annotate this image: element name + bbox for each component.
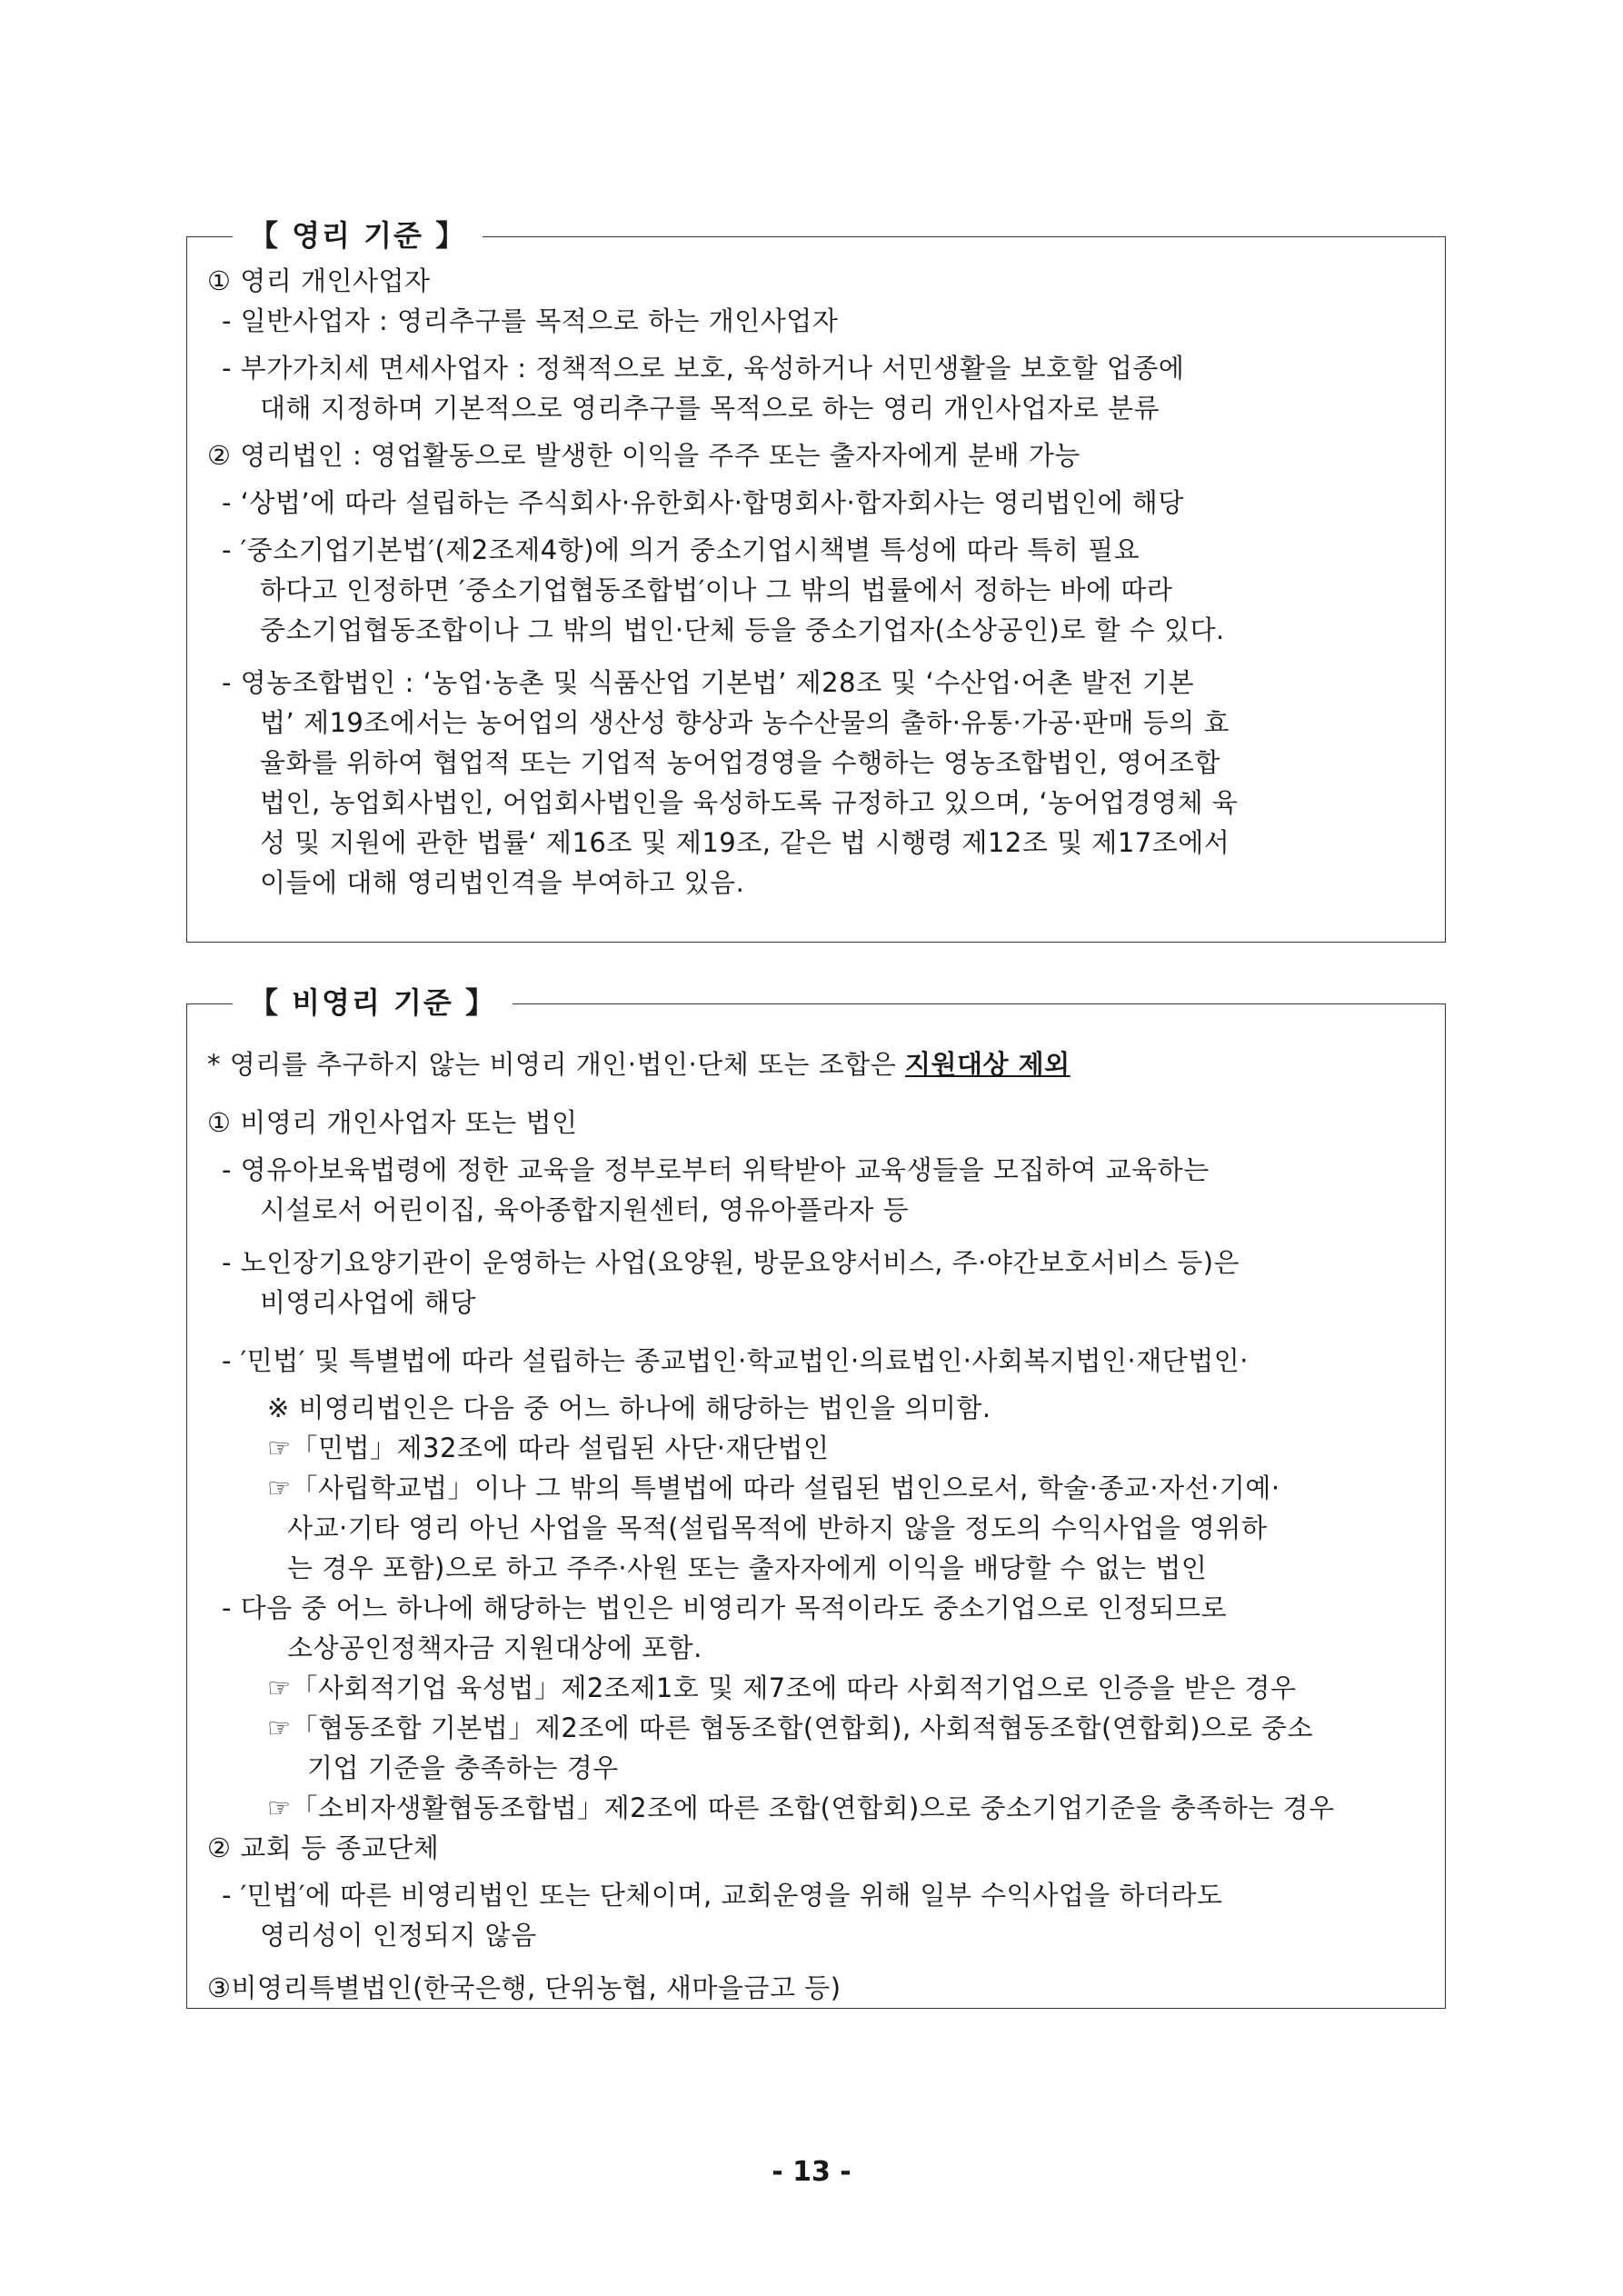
text-line: 영리성이 인정되지 않음 bbox=[260, 1920, 537, 1951]
text-line: ① 영리 개인사업자 bbox=[207, 265, 431, 296]
text-line: ☞「사립학교법」이나 그 밖의 특별법에 따라 설립된 법인으로서, 학술·종교·자선·기예· bbox=[267, 1472, 1280, 1503]
text-line: - 다음 중 어느 하나에 해당하는 법인은 비영리가 목적이라도 중소기업으로 인정되므로 bbox=[222, 1592, 1228, 1623]
text-line: ② 교회 등 종교단체 bbox=[207, 1832, 440, 1863]
text-line: ③비영리특별법인(한국은행, 단위농협, 새마을금고 등) bbox=[207, 1972, 841, 2003]
text-line: 이들에 대해 영리법인격을 부여하고 있음. bbox=[260, 867, 745, 898]
profit-criteria-box bbox=[186, 218, 1446, 943]
page-number: - 13 - bbox=[772, 2156, 851, 2188]
nonprofit-criteria-box bbox=[186, 985, 1446, 2009]
exclusion-note bbox=[207, 1044, 1425, 1084]
text-line: ☞「민법」제32조에 따라 설립된 사단·재단법인 bbox=[267, 1433, 830, 1463]
text-line: 시설로서 어린이집, 육아종합지원센터, 영유아플라자 등 bbox=[260, 1194, 910, 1225]
nonprofit-criteria-title: 【 비영리 기준 】 bbox=[233, 977, 513, 1028]
text-line: - 일반사업자 : 영리추구를 목적으로 하는 개인사업자 bbox=[222, 305, 839, 336]
text-line: ☞「사회적기업 육성법」제2조제1호 및 제7조에 따라 사회적기업으로 인증을 받은 경우 bbox=[267, 1672, 1297, 1703]
profit-criteria-title: 【 영리 기준 】 bbox=[233, 210, 483, 261]
text-line: - ‘상법’에 따라 설립하는 주식회사·유한회사·합명회사·합자회사는 영리법인에 해당 bbox=[222, 487, 1184, 518]
text-line: 성 및 지원에 관한 법률‘ 제16조 및 제19조, 같은 법 시행령 제12조 및 제17조에서 bbox=[260, 827, 1230, 858]
text-line: - ′민법′에 따른 비영리법인 또는 단체이며, 교회운영을 위해 일부 수익사업을 하더라도 bbox=[222, 1880, 1223, 1911]
text-line: 소상공인정책자금 지원대상에 포함. bbox=[287, 1632, 702, 1663]
text-line: 율화를 위하여 협업적 또는 기업적 농어업경영을 수행하는 영농조합법인, 영어조합 bbox=[260, 747, 1220, 778]
text-line: - ′민법′ 및 특별법에 따라 설립하는 종교법인·학교법인·의료법인·사회복지법인·재단법인· bbox=[222, 1345, 1250, 1376]
text-line: ② 영리법인 : 영업활동으로 발생한 이익을 주주 또는 출자자에게 분배 가능 bbox=[207, 440, 1080, 471]
text-line: 비영리사업에 해당 bbox=[260, 1287, 476, 1318]
text-line: - 부가가치세 면세사업자 : 정책적으로 보호, 육성하거나 서민생활을 보호할 업종에 bbox=[222, 353, 1185, 384]
text-line: - 영농조합법인 : ‘농업·농촌 및 식품산업 기본법’ 제28조 및 ‘수산업·어촌 발전 기본 bbox=[222, 667, 1195, 698]
text-line: 는 경우 포함)으로 하고 주주·사원 또는 출자자에게 이익을 배당할 수 없는 법인 bbox=[287, 1552, 1208, 1583]
exclusion-note-text: * 영리를 추구하지 않는 비영리 개인·법인·단체 또는 조합은 bbox=[207, 1049, 906, 1080]
text-line: - 영유아보육법령에 정한 교육을 정부로부터 위탁받아 교육생들을 모집하여 교육하는 bbox=[222, 1154, 1210, 1185]
text-line: 법’ 제19조에서는 농어업의 생산성 향상과 농수산물의 출하·유통·가공·판매 등의 효 bbox=[260, 707, 1230, 738]
nonprofit-criteria-body bbox=[187, 1044, 1445, 2008]
text-line: ☞「협동조합 기본법」제2조에 따른 협동조합(연합회), 사회적협동조합(연합회)으로 중소 bbox=[267, 1712, 1313, 1743]
text-line: 하다고 인정하면 ′중소기업협동조합법′이나 그 밖의 법률에서 정하는 바에 따라 bbox=[260, 574, 1173, 605]
text-line: 중소기업협동조합이나 그 밖의 법인·단체 등을 중소기업자(소상공인)로 할 수 있다. bbox=[260, 614, 1225, 645]
text-line: 대해 지정하며 기본적으로 영리추구를 목적으로 하는 영리 개인사업자로 분류 bbox=[260, 393, 1160, 424]
text-line: ※ 비영리법인은 다음 중 어느 하나에 해당하는 법인을 의미함. bbox=[267, 1393, 991, 1423]
text-line: 법인, 농업회사법인, 어업회사법인을 육성하도록 규정하고 있으며, ‘농어업경영체 육 bbox=[260, 787, 1239, 818]
text-line: ☞「소비자생활협동조합법」제2조에 따른 조합(연합회)으로 중소기업기준을 충족하는 경우 bbox=[267, 1792, 1335, 1823]
text-line: - 노인장기요양기관이 운영하는 사업(요양원, 방문요양서비스, 주·야간보호서비스 등)은 bbox=[222, 1247, 1240, 1278]
text-line: 기업 기준을 충족하는 경우 bbox=[307, 1752, 619, 1783]
text-line: ① 비영리 개인사업자 또는 법인 bbox=[207, 1107, 578, 1138]
exclusion-note-emphasis: 지원대상 제외 bbox=[905, 1049, 1070, 1080]
text-line: - ′중소기업기본법′(제2조제4항)에 의거 중소기업시책별 특성에 따라 특히 필요 bbox=[222, 534, 1140, 565]
profit-criteria-body bbox=[187, 261, 1445, 903]
text-line: 사교·기타 영리 아닌 사업을 목적(설립목적에 반하지 않을 정도의 수익사업을 영위하 bbox=[287, 1512, 1268, 1543]
